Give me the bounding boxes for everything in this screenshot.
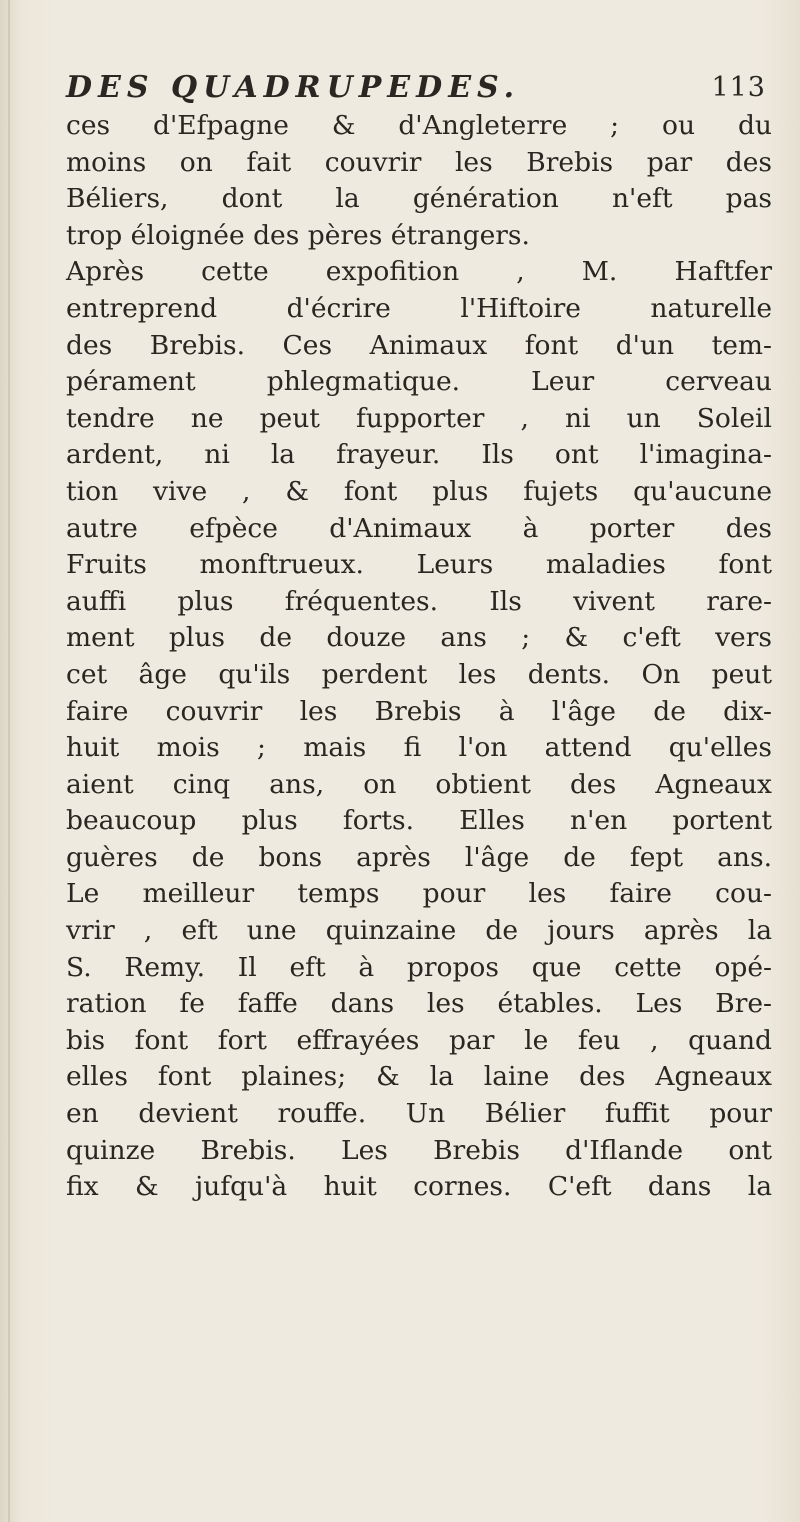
text-line: elles font plaines; & la laine des Agneaux bbox=[66, 1061, 772, 1093]
text-line: Après cette expofition , M. Haftfer bbox=[66, 256, 772, 288]
text-line: S. Remy. Il eft à propos que cette opé- bbox=[66, 951, 772, 983]
text-line: quinze Brebis. Les Brebis d'Iflande ont bbox=[66, 1134, 772, 1166]
running-head: DES QUADRUPEDES. bbox=[66, 70, 521, 105]
text-line: ration fe faffe dans les étables. Les Bre- bbox=[66, 988, 772, 1020]
body-text bbox=[66, 108, 772, 1206]
text-line: ardent, ni la frayeur. Ils ont l'imagina- bbox=[66, 439, 772, 471]
text-line: ces d'Efpagne & d'Angleterre ; ou du bbox=[66, 110, 772, 141]
text-line: guères de bons après l'âge de fept ans. bbox=[66, 841, 772, 873]
text-line: vrir , eft une quinzaine de jours après la bbox=[66, 915, 772, 947]
text-line: des Brebis. Ces Animaux font d'un tem- bbox=[66, 329, 772, 361]
text-line: Béliers, dont la génération n'eft pas bbox=[66, 183, 772, 215]
page-gutter bbox=[8, 0, 10, 1522]
text-line: beaucoup plus forts. Elles n'en portent bbox=[66, 805, 772, 837]
text-line: huit mois ; mais fi l'on attend qu'elles bbox=[66, 732, 772, 764]
text-line: aient cinq ans, on obtient des Agneaux bbox=[66, 768, 772, 800]
page-number: 113 bbox=[711, 72, 766, 103]
text-line: cet âge qu'ils perdent les dents. On peut bbox=[66, 658, 772, 690]
text-line: auffi plus fréquentes. Ils vivent rare- bbox=[66, 585, 772, 617]
text-line: autre efpèce d'Animaux à porter des bbox=[66, 512, 772, 544]
text-line: bis font fort effrayées par le feu , quand bbox=[66, 1024, 772, 1056]
text-line: en devient rouffe. Un Bélier fuffit pour bbox=[66, 1098, 772, 1130]
text-line: tion vive , & font plus fujets qu'aucune bbox=[66, 475, 772, 507]
text-line: ment plus de douze ans ; & c'eft vers bbox=[66, 622, 772, 654]
text-line: trop éloignée des pères étrangers. bbox=[66, 219, 530, 251]
text-line: moins on fait couvrir les Brebis par des bbox=[66, 146, 772, 178]
text-line: fix & jufqu'à huit cornes. C'eft dans la bbox=[66, 1171, 772, 1203]
text-line: Le meilleur temps pour les faire cou- bbox=[66, 878, 772, 910]
text-line: Fruits monftrueux. Leurs maladies font bbox=[66, 549, 772, 581]
text-line: entreprend d'écrire l'Hiftoire naturelle bbox=[66, 292, 772, 324]
text-line: tendre ne peut fupporter , ni un Soleil bbox=[66, 402, 772, 434]
text-line: faire couvrir les Brebis à l'âge de dix- bbox=[66, 695, 772, 727]
text-line: pérament phlegmatique. Leur cerveau bbox=[66, 366, 772, 398]
